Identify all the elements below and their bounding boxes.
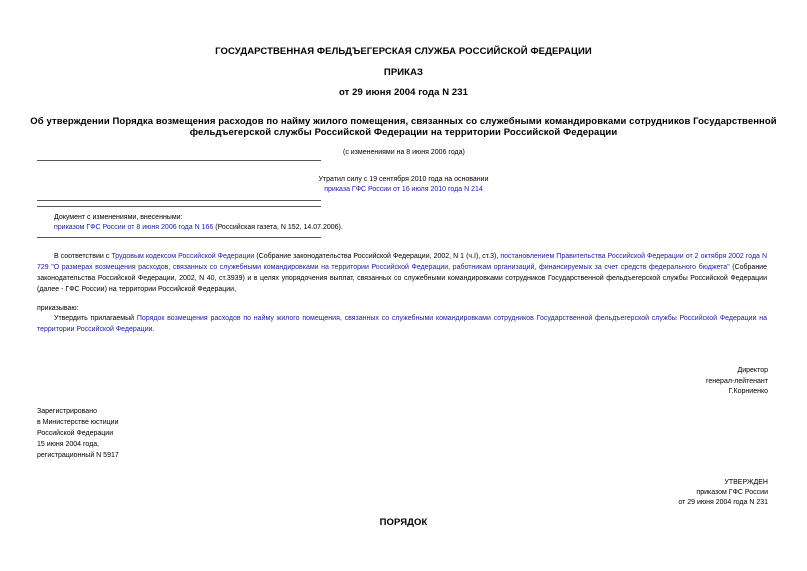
registration-line-1: Зарегистрировано — [37, 408, 97, 415]
document-title-line-1: Об утверждении Порядка возмещения расходов по найму жилого помещения, связанных со служебными командировками сотрудников Государственной — [30, 116, 777, 127]
document-type: ПРИКАЗ — [383, 67, 424, 78]
changes-link[interactable]: приказом ГФС России от 8 июня 2006 года N 166 — [54, 224, 214, 231]
preamble-text-1: В соответствии с — [54, 253, 112, 260]
registration-line-4: 15 июня 2004 года, — [37, 441, 100, 448]
lost-force-text: Утратил силу с 19 сентября 2010 года на основании — [318, 176, 489, 183]
preamble-text-2: (Собрание законодательства Российской Федерации, 2002, N 1 (ч.I), ст.3), — [254, 253, 501, 260]
signature-rank: генерал-лейтенант — [706, 378, 768, 385]
divider-4 — [37, 237, 321, 238]
government-decree-link[interactable]: постановлением Правительства Российской Федерации от 2 октября 2002 года N 729 "О размерах возмещения расходов, связанных со служебными командировками на территории Российской Федерации, работникам организаций, финансируемых за счет средств федерального бюджета" — [37, 253, 768, 271]
amendments-note: (с изменениями на 8 июня 2006 года) — [343, 149, 465, 156]
preamble-paragraph — [37, 251, 767, 295]
labor-code-link[interactable]: Трудовым кодексом Российской Федерации — [111, 253, 255, 260]
divider-1 — [37, 160, 321, 161]
order-text-2: . — [152, 326, 155, 333]
registration-line-3: Российской Федерации — [37, 430, 114, 437]
registration-block — [37, 406, 119, 461]
signature-position: Директор — [737, 367, 768, 374]
lost-force-link[interactable]: приказа ГФС России от 16 июля 2010 года N 214 — [324, 186, 483, 193]
registration-line-5: регистрационный N 5917 — [37, 452, 119, 459]
agency-title: ГОСУДАРСТВЕННАЯ ФЕЛЬДЪЕГЕРСКАЯ СЛУЖБА РОССИЙСКОЙ ФЕДЕРАЦИИ — [215, 46, 592, 57]
changes-line — [54, 222, 343, 233]
approved-line-1: УТВЕРЖДЕН — [724, 479, 768, 486]
preamble-text-3: (Собрание законодательства Российской Федерации, 2002, N 40, ст.3939) и в целях упорядочения выплат, связанных со служебными командировками сотрудников Государственной фельдъегерской службы Российской Федерации (далее - ГФС России) на территории Российской Федерации, — [37, 264, 767, 293]
approved-line-3: от 29 июня 2004 года N 231 — [678, 499, 768, 506]
document-title-line-2: фельдъегерской службы Российской Федерации на территории Российской Федерации — [189, 127, 618, 138]
divider-2 — [37, 200, 321, 201]
divider-3 — [37, 206, 321, 207]
order-paragraph — [37, 313, 767, 335]
changes-intro: Документ с изменениями, внесенными: — [54, 214, 183, 221]
order-keyword: приказываю: — [37, 305, 79, 312]
order-text-1: Утвердить прилагаемый — [54, 315, 137, 322]
section-title: ПОРЯДОК — [379, 517, 428, 528]
approved-line-2: приказом ГФС России — [696, 489, 768, 496]
registration-line-2: в Министерстве юстиции — [37, 419, 119, 426]
changes-tail: (Российская газета, N 152, 14.07.2006). — [213, 224, 343, 231]
signature-name: Г.Корниенко — [728, 388, 768, 395]
lost-force-link-row — [0, 184, 807, 195]
document-date-number: от 29 июня 2004 года N 231 — [338, 87, 469, 98]
procedure-link[interactable]: Порядок возмещения расходов по найму жилого помещения, связанных со служебными командировками сотрудников Государственной фельдъегерской службы Российской Федерации на территории Российской Федерации — [37, 315, 767, 333]
